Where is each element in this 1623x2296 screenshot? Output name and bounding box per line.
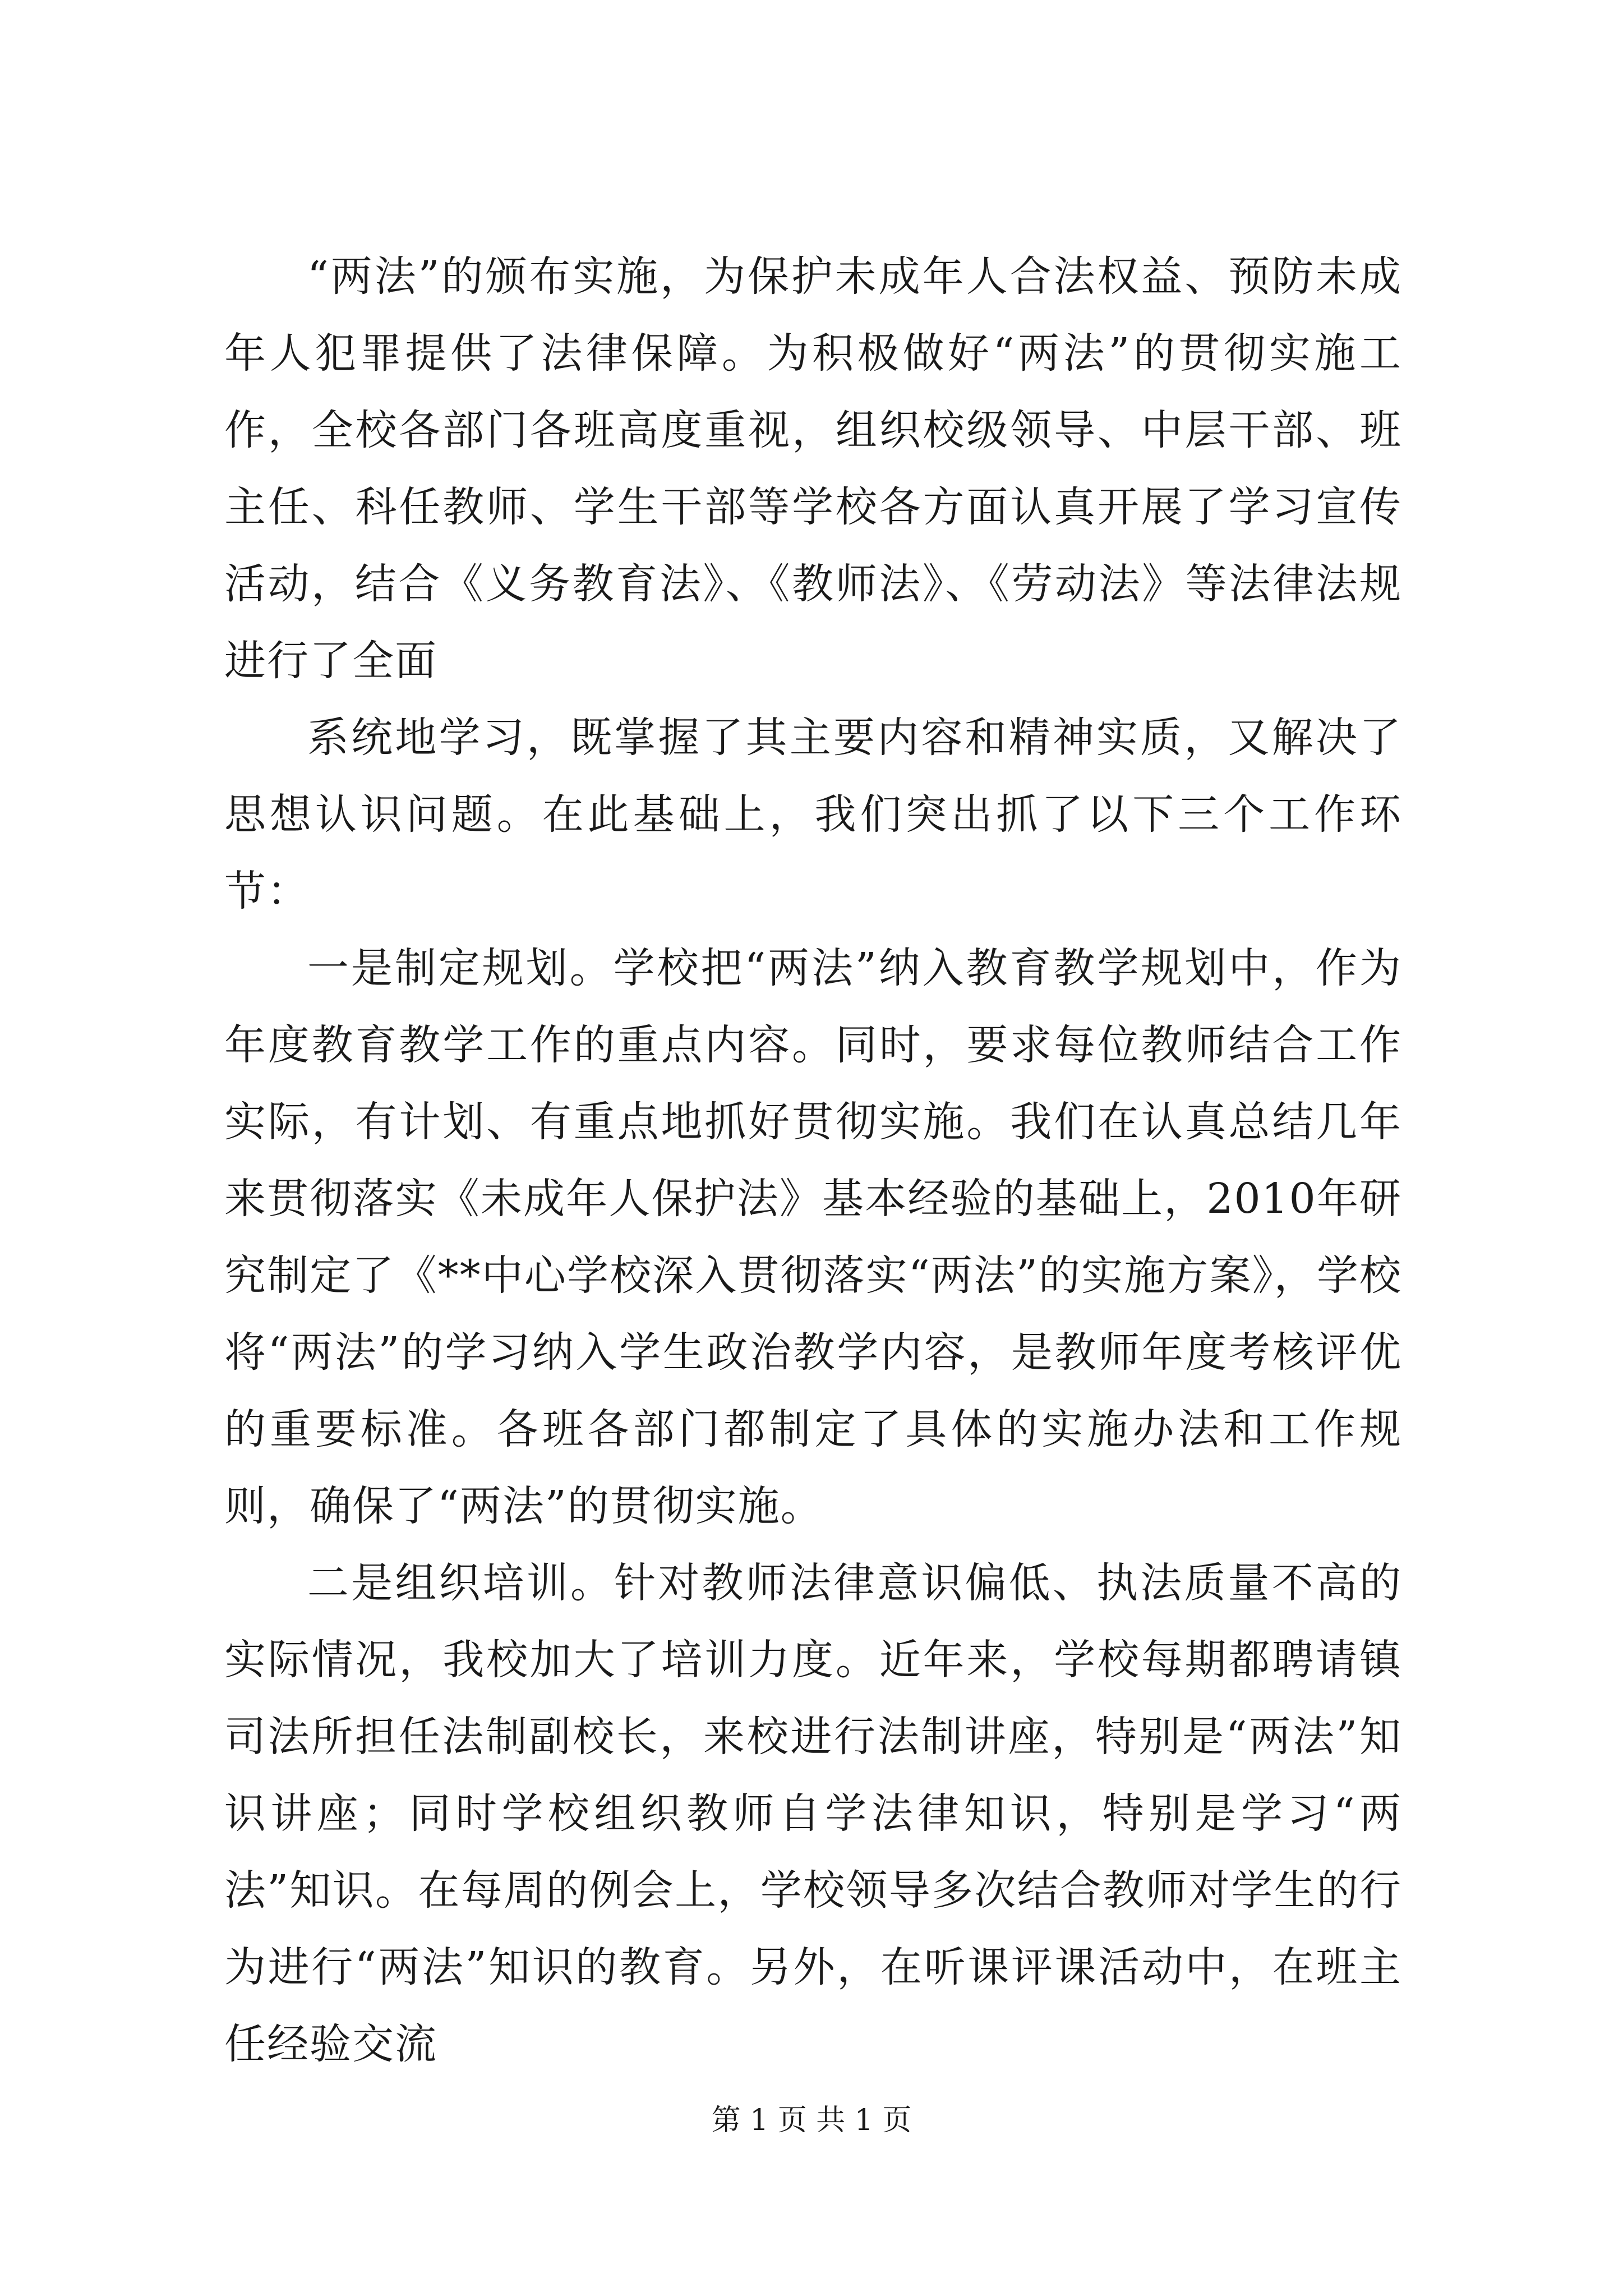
paragraph-4: 二是组织培训。针对教师法律意识偏低、执法质量不高的实际情况，我校加大了培训力度。近年来，学校每期都聘请镇司法所担任法制副校长，来校进行法制讲座，特别是“两法”知识讲座；同时学校组织教师自学法律知识，特别是学习“两法”知识。在每周的例会上，学校领导多次结合教师对学生的行为进行“两法”知识的教育。另外，在听课评课活动中，在班主任经验交流 (224, 1559, 1402, 2068)
paragraph-1: “两法”的颁布实施，为保护未成年人合法权益、预防未成年人犯罪提供了法律保障。为积极做好“两法”的贯彻实施工作，全校各部门各班高度重视，组织校级领导、中层干部、班主任、科任教师、学生干部等学校各方面认真开展了学习宣传活动，结合《义务教育法》、《教师法》、《劳动法》等法律法规进行了全面 (224, 252, 1402, 685)
page-number-label: 第 1 页 共 1 页 (711, 2104, 912, 2137)
document-body (224, 238, 1402, 2083)
paragraph-3: 一是制定规划。学校把“两法”纳入教育教学规划中，作为年度教育教学工作的重点内容。同时，要求每位教师结合工作实际，有计划、有重点地抓好贯彻实施。我们在认真总结几年来贯彻落实《未成年人保护法》基本经验的基础上，2010年研究制定了《**中心学校深入贯彻落实“两法”的实施方案》，学校将“两法”的学习纳入学生政治教学内容，是教师年度考核评优的重要标准。各班各部门都制定了具体的实施办法和工作规则，确保了“两法”的贯彻实施。 (224, 944, 1402, 1530)
page-footer (0, 2101, 1623, 2140)
paragraph-2: 系统地学习，既掌握了其主要内容和精神实质，又解决了思想认识问题。在此基础上，我们突出抓了以下三个工作环节： (224, 714, 1402, 915)
